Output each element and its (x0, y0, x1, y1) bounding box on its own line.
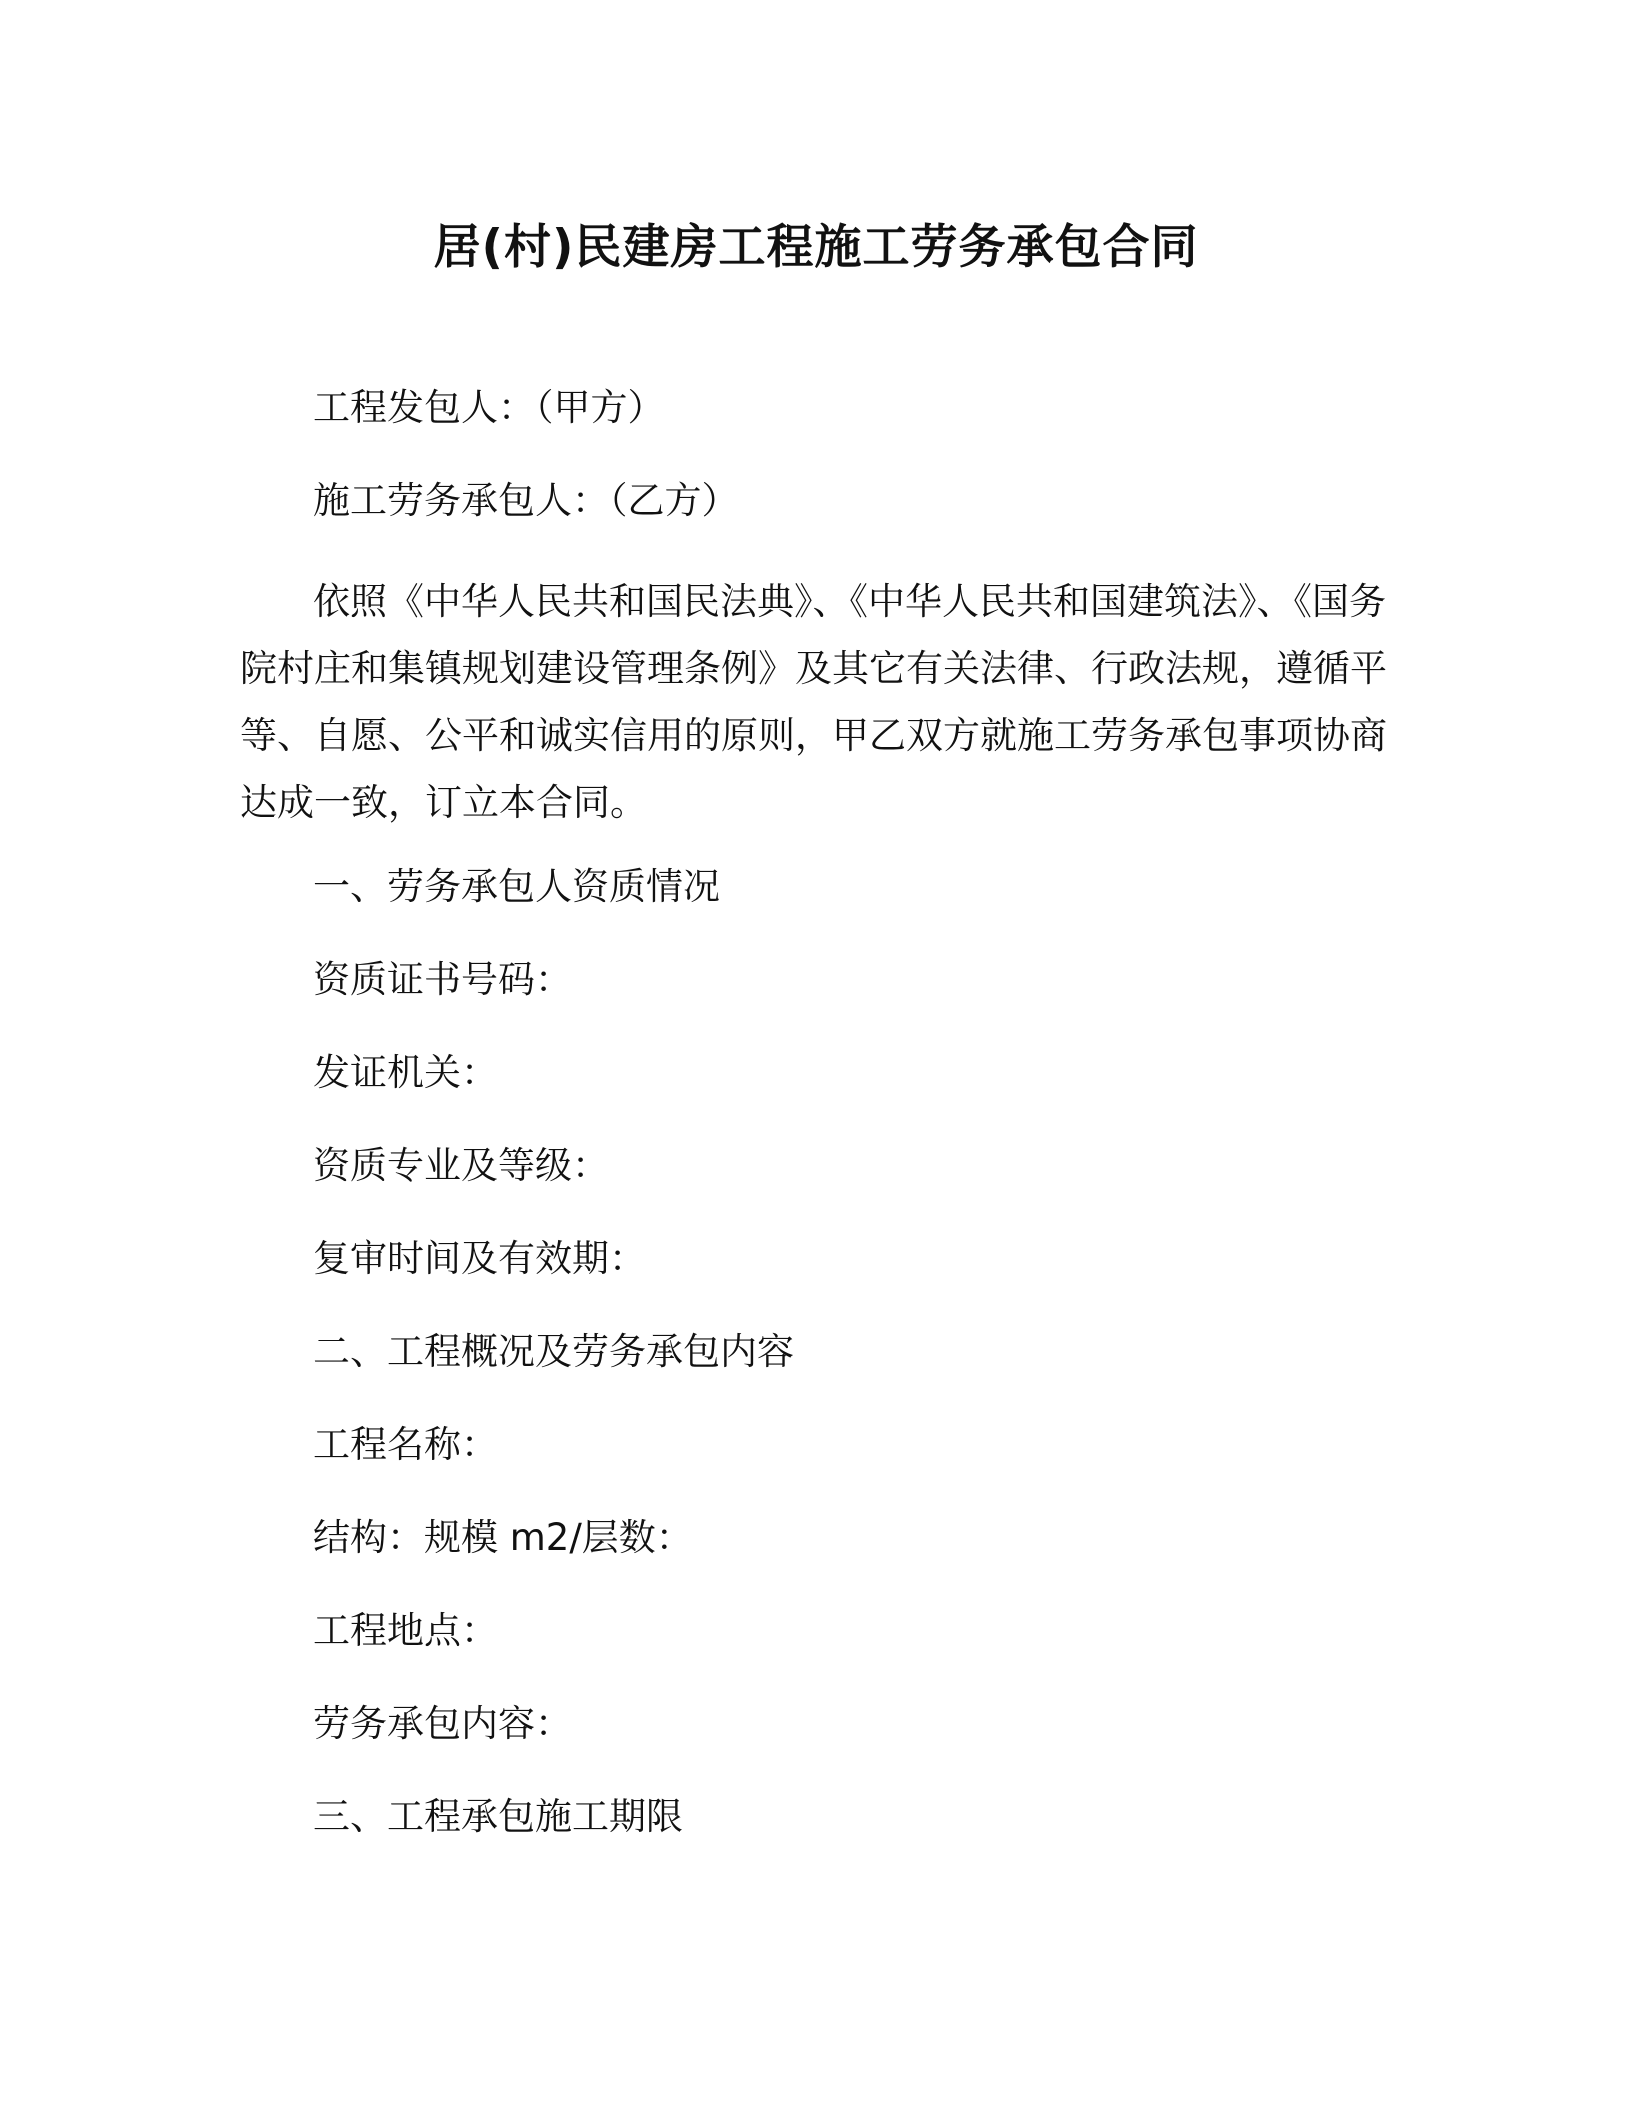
project-location-line: 工程地点： (313, 1609, 498, 1652)
section-3-heading: 三、工程承包施工期限 (313, 1795, 683, 1838)
party-b-line: 施工劳务承包人：（乙方） (313, 479, 739, 522)
structure-scale-line: 结构：规模 m2/层数： (313, 1516, 693, 1559)
certificate-number-line: 资质证书号码： (313, 958, 572, 1001)
document-title: 居(村)民建房工程施工劳务承包合同 (433, 220, 1199, 275)
contract-content-line: 劳务承包内容： (313, 1702, 572, 1745)
section-2-heading: 二、工程概况及劳务承包内容 (313, 1330, 794, 1373)
section-1-heading: 一、劳务承包人资质情况 (313, 865, 720, 908)
project-name-line: 工程名称： (313, 1423, 498, 1466)
specialty-grade-line: 资质专业及等级： (313, 1144, 609, 1187)
preamble-paragraph: 依照《中华人民共和国民法典》、《中华人民共和国建筑法》、《国务院村庄和集镇规划建设管理条例》及其它有关法律、行政法规，遵循平等、自愿、公平和诚实信用的原则，甲乙双方就施工劳务承包事项协商达成一致，订立本合同。 (240, 580, 1387, 824)
review-validity-line: 复审时间及有效期： (313, 1237, 646, 1280)
party-a-line: 工程发包人：（甲方） (313, 386, 665, 429)
issuer-line: 发证机关： (313, 1051, 498, 1094)
